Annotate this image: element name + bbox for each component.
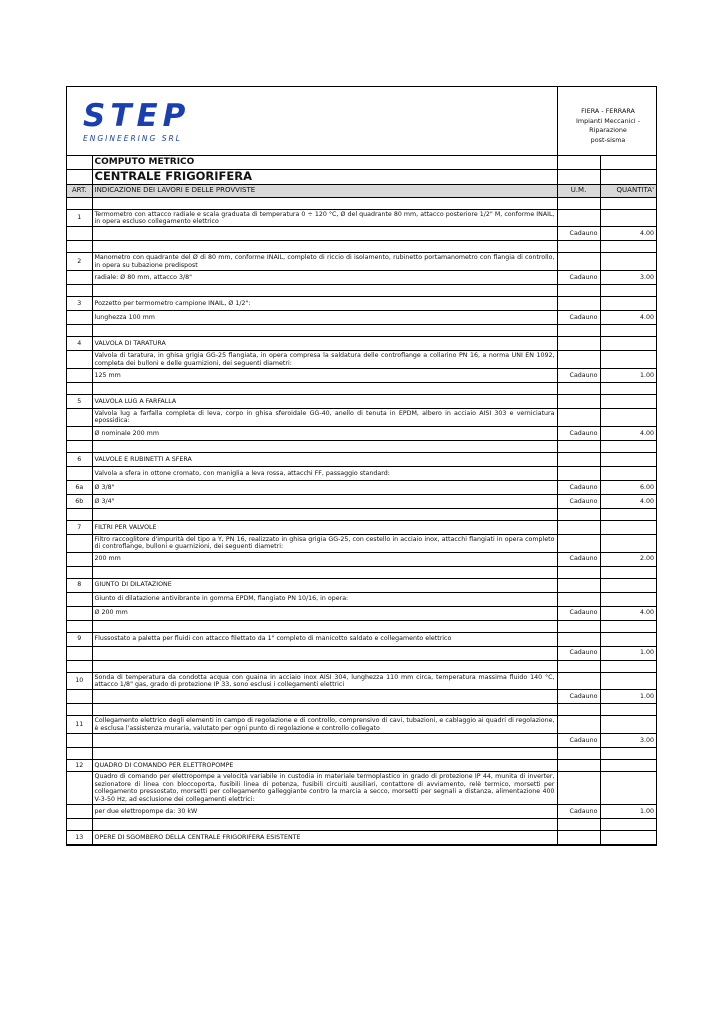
item-art-number: 6 [67,452,92,466]
item-quantity [600,241,656,253]
item-quantity [600,704,656,716]
item-quantity: 2.00 [600,552,656,566]
item-unit [557,748,600,760]
column-header-row [67,184,656,197]
title-row [67,169,656,184]
column-header-description: INDICAZIONE DEI LAVORI E DELLE PROVVISTE [92,184,557,197]
table-row [67,508,656,520]
item-description [92,734,557,748]
item-art-number [67,466,92,480]
project-line: post-sisma [590,135,626,144]
item-unit: Cadauno [557,494,600,508]
item-description: VALVOLE E RUBINETTI A SFERA [92,452,557,466]
column-header-um: U.M. [557,184,600,197]
item-description [92,325,557,337]
item-quantity [600,831,656,845]
item-description [92,241,557,253]
item-quantity: 4.00 [600,227,656,241]
table-row [67,337,656,351]
item-description: Termometro con attacco radiale e scala graduata di temperatura 0 ÷ 120 °C, Ø del quadrante 80 mm, attacco posteriore 1/2" M, conforme INAIL, in opera escluso collegamento elettrico [92,209,557,227]
item-quantity [600,819,656,831]
item-description: Pozzetto per termometro campione INAIL, Ø 1/2": [92,297,557,311]
table-row [67,426,656,440]
item-description: VALVOLA DI TARATURA [92,337,557,351]
item-description [92,197,557,209]
item-unit: Cadauno [557,606,600,620]
item-quantity [600,748,656,760]
item-unit [557,592,600,606]
item-art-number [67,408,92,426]
item-unit [557,394,600,408]
item-quantity [600,520,656,534]
table-row [67,408,656,426]
item-art-number: 7 [67,520,92,534]
item-quantity [600,351,656,369]
item-unit [557,351,600,369]
item-quantity [600,325,656,337]
item-art-number [67,508,92,520]
item-unit [557,672,600,690]
item-quantity [600,440,656,452]
table-row [67,440,656,452]
item-unit [557,772,600,805]
table-row [67,271,656,285]
table-row [67,285,656,297]
item-quantity: 3.00 [600,271,656,285]
item-unit [557,534,600,552]
project-line: FIERA - FERRARA [581,107,635,115]
item-description: FILTRI PER VALVOLE [92,520,557,534]
item-unit [557,253,600,271]
item-description [92,382,557,394]
item-unit [557,632,600,646]
table-row [67,325,656,337]
table-row [67,253,656,271]
item-description: 200 mm [92,552,557,566]
computo-table [67,156,656,845]
item-description [92,285,557,297]
item-art-number [67,566,92,578]
item-quantity [600,452,656,466]
item-quantity [600,760,656,772]
item-description [92,227,557,241]
item-unit [557,819,600,831]
table-row [67,351,656,369]
centrale-title: CENTRALE FRIGORIFERA [92,169,557,184]
item-unit [557,440,600,452]
table-row [67,831,656,845]
item-description [92,819,557,831]
logo-wordmark: STEP [83,98,191,134]
item-quantity [600,566,656,578]
item-unit: Cadauno [557,805,600,819]
table-row [67,734,656,748]
table-row [67,297,656,311]
item-unit [557,197,600,209]
item-unit: Cadauno [557,480,600,494]
item-art-number [67,368,92,382]
item-quantity [600,620,656,632]
item-unit: Cadauno [557,368,600,382]
item-quantity: 4.00 [600,426,656,440]
item-art-number: 8 [67,578,92,592]
item-quantity [600,534,656,552]
table-row [67,592,656,606]
item-quantity [600,408,656,426]
item-quantity [600,672,656,690]
item-quantity [600,592,656,606]
item-unit [557,209,600,227]
item-description: OPERE DI SGOMBERO DELLA CENTRALE FRIGORIFERA ESISTENTE [92,831,557,845]
item-art-number: 2 [67,253,92,271]
item-description [92,566,557,578]
column-header-quantity: QUANTITA' [600,184,656,197]
item-art-number [67,660,92,672]
item-unit [557,408,600,426]
item-art-number [67,325,92,337]
item-quantity [600,632,656,646]
item-art-number [67,552,92,566]
item-art-number: 6b [67,494,92,508]
table-row [67,819,656,831]
table-row [67,534,656,552]
item-unit [557,716,600,734]
item-art-number: 1 [67,209,92,227]
item-art-number [67,592,92,606]
item-art-number [67,351,92,369]
table-row [67,632,656,646]
item-description: Valvola a sfera in ottone cromato, con maniglia a leva rossa, attacchi FF, passaggio standard: [92,466,557,480]
item-quantity [600,660,656,672]
item-art-number: 5 [67,394,92,408]
item-art-number [67,734,92,748]
item-description: Collegamento elettrico degli elementi in campo di regolazione e di controllo, comprensivo di cavi, tubazioni, e cablaggio ai quadri di regolazione, è esclusa l'assistenza muraria, valutato per ogni punto di regolazione e controllo collegato [92,716,557,734]
item-art-number: 4 [67,337,92,351]
item-quantity [600,772,656,805]
item-quantity: 1.00 [600,690,656,704]
item-description: Filtro raccoglitore d'impurità del tipo a Y, PN 16, realizzato in ghisa grigia GG-25, con cestello in acciaio inox, attacchi flangiati in opera completo di controflange, bulloni e guarnizioni, dei seguenti diametri: [92,534,557,552]
table-row [67,646,656,660]
table-row [67,368,656,382]
item-description: Sonda di temperatura da condotta acqua con guaina in acciaio inox AISI 304, lunghezza 110 mm circa, temperatura massima fluido 140 °C, attacco 1/8" gas, grado di protezione IP 33, sono esclusi i collegamenti elettrici [92,672,557,690]
item-art-number: 13 [67,831,92,845]
item-art-number [67,620,92,632]
table-row [67,394,656,408]
item-unit [557,382,600,394]
item-art-number: 3 [67,297,92,311]
table-row [67,480,656,494]
item-description: QUADRO DI COMANDO PER ELETTROPOMPE [92,760,557,772]
item-description: Giunto di dilatazione antivibrante in gomma EPDM, flangiato PN 10/16, in opera: [92,592,557,606]
item-unit [557,337,600,351]
item-art-number [67,440,92,452]
item-description [92,646,557,660]
item-quantity [600,578,656,592]
item-art-number [67,534,92,552]
title-row [67,156,656,169]
item-quantity: 6.00 [600,480,656,494]
table-row [67,772,656,805]
item-description: Flussostato a paletta per fluidi con attacco filettato da 1" completo di manicotto saldato e collegamento elettrico [92,632,557,646]
item-art-number [67,271,92,285]
item-unit: Cadauno [557,426,600,440]
table-row [67,382,656,394]
item-art-number [67,690,92,704]
item-description: Quadro di comando per elettropompe a velocità variabile in custodia in materiale termoplastico in grado di protezione IP 44, munita di inverter, sezionatore di linea con bloccoporta, fusibili linea di potenza, fusibili circuiti ausiliari, contattore di avviamento, relè termico, morsetti per collegamento pressostato, morsetti per collegamento galleggiante contro la marcia a secco, morsetti per segnali a distanza, alimentazione 400 V-3-50 Hz, ad esclusione dei collegamenti elettrici: [92,772,557,805]
item-description: lunghezza 100 mm [92,311,557,325]
item-description: Valvola lug a farfalla completa di leva, corpo in ghisa sferoidale GG-40, anello di tenuta in EPDM, albero in acciaio AISI 303 e verniciatura epossidica: [92,408,557,426]
table-row [67,606,656,620]
item-art-number [67,772,92,805]
table-row [67,227,656,241]
item-description: Manometro con quadrante del Ø di 80 mm, conforme INAIL, completo di riccio di isolamento, rubinetto portamanometro con flangia di controllo, in opera su tubazione predispost [92,253,557,271]
table-row [67,197,656,209]
table-row [67,578,656,592]
item-unit [557,578,600,592]
item-quantity: 4.00 [600,311,656,325]
item-description: Valvola di taratura, in ghisa grigia GG-25 flangiata, in opera compresa la saldatura delle controflange a collarino PN 16, a norma UNI EN 1092, completa dei bulloni e delle guarnizioni, dei seguenti diametri: [92,351,557,369]
item-description [92,440,557,452]
item-description: per due elettropompe da: 30 kW [92,805,557,819]
item-quantity [600,209,656,227]
item-description: Ø nominale 200 mm [92,426,557,440]
item-unit [557,466,600,480]
item-art-number: 10 [67,672,92,690]
item-unit [557,704,600,716]
item-unit [557,452,600,466]
table-row [67,209,656,227]
table-row [67,660,656,672]
computo-sheet [66,86,657,846]
table-row [67,704,656,716]
computo-title: COMPUTO METRICO [92,156,557,169]
item-unit [557,508,600,520]
item-description [92,620,557,632]
table-row [67,566,656,578]
item-unit [557,760,600,772]
item-unit [557,520,600,534]
table-row [67,760,656,772]
table-row [67,748,656,760]
item-art-number [67,805,92,819]
item-art-number [67,311,92,325]
item-unit [557,325,600,337]
item-description [92,704,557,716]
item-unit [557,285,600,297]
table-row [67,466,656,480]
table-row [67,672,656,690]
table-row [67,494,656,508]
item-quantity: 4.00 [600,494,656,508]
table-row [67,552,656,566]
item-quantity: 3.00 [600,734,656,748]
table-row [67,620,656,632]
company-logo [83,98,191,143]
item-quantity [600,508,656,520]
document-header [67,87,656,156]
item-unit [557,241,600,253]
item-unit: Cadauno [557,227,600,241]
item-quantity [600,394,656,408]
table-row [67,716,656,734]
item-description: VALVOLA LUG A FARFALLA [92,394,557,408]
table-row [67,690,656,704]
item-art-number [67,227,92,241]
item-art-number: 11 [67,716,92,734]
item-unit [557,620,600,632]
item-unit [557,297,600,311]
item-art-number [67,197,92,209]
item-art-number [67,819,92,831]
item-description: 125 mm [92,368,557,382]
item-description: Ø 3/4" [92,494,557,508]
item-unit: Cadauno [557,552,600,566]
item-quantity [600,253,656,271]
item-description [92,690,557,704]
table-row [67,520,656,534]
item-quantity: 1.00 [600,368,656,382]
item-description: radiale: Ø 80 mm, attacco 3/8" [92,271,557,285]
item-art-number: 6a [67,480,92,494]
item-description: GIUNTO DI DILATAZIONE [92,578,557,592]
project-info [558,107,658,145]
table-row [67,452,656,466]
item-unit [557,566,600,578]
item-quantity [600,337,656,351]
table-row [67,311,656,325]
item-art-number: 12 [67,760,92,772]
item-description [92,508,557,520]
item-unit [557,831,600,845]
item-quantity [600,716,656,734]
item-art-number [67,285,92,297]
item-art-number [67,704,92,716]
project-line: Impianti Meccanici - Riparazione [575,116,641,134]
item-quantity [600,466,656,480]
item-unit: Cadauno [557,271,600,285]
item-art-number [67,646,92,660]
item-quantity: 1.00 [600,646,656,660]
item-quantity [600,197,656,209]
item-unit [557,660,600,672]
item-art-number [67,606,92,620]
item-art-number [67,748,92,760]
item-unit: Cadauno [557,311,600,325]
item-description: Ø 200 mm [92,606,557,620]
item-unit: Cadauno [557,646,600,660]
item-art-number [67,426,92,440]
logo-subtitle: ENGINEERING SRL [83,134,182,143]
item-quantity: 4.00 [600,606,656,620]
item-unit: Cadauno [557,690,600,704]
item-art-number: 9 [67,632,92,646]
item-quantity [600,285,656,297]
item-quantity [600,297,656,311]
item-quantity: 1.00 [600,805,656,819]
item-art-number [67,382,92,394]
item-description: Ø 3/8" [92,480,557,494]
item-description [92,660,557,672]
table-row [67,241,656,253]
item-unit: Cadauno [557,734,600,748]
item-description [92,748,557,760]
column-header-art: ART. [67,184,92,197]
item-art-number [67,241,92,253]
table-row [67,805,656,819]
item-quantity [600,382,656,394]
